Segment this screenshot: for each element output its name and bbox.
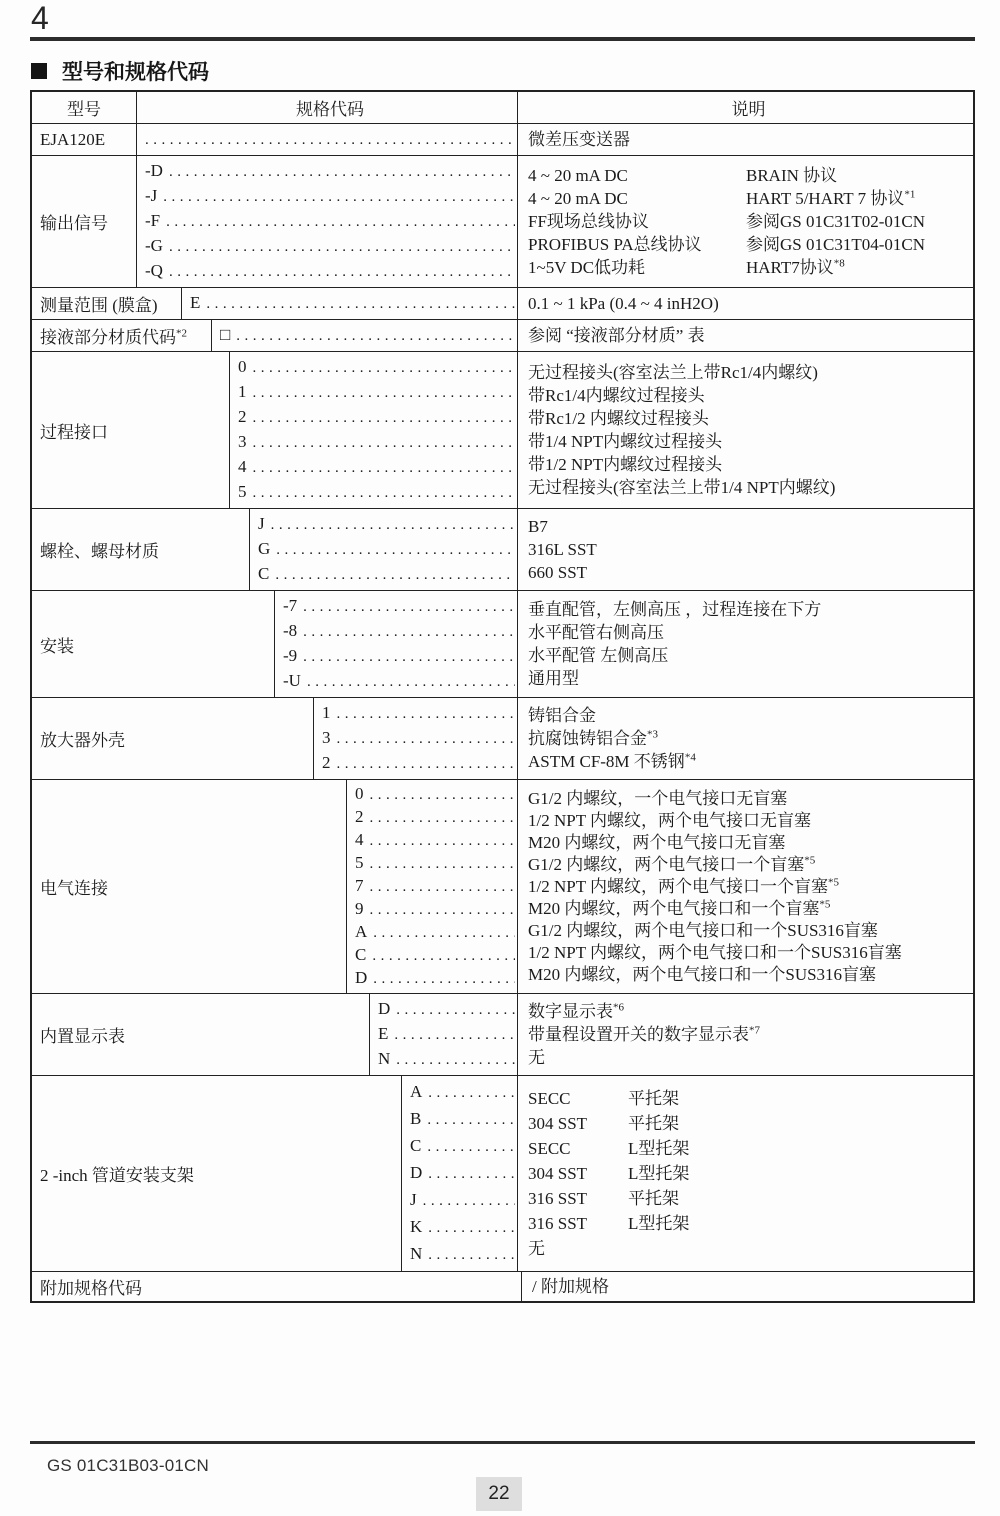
spec-code: B [410,1109,422,1128]
spec-row-integral-indicator [32,993,973,1075]
spec-code: -9 [283,646,298,665]
dot-leader [276,537,515,562]
spec-code: -8 [283,621,298,640]
spec-code: E [378,1024,389,1043]
spec-code: C [410,1136,422,1155]
footnote-mark: *7 [749,1024,760,1037]
dot-leader [337,751,516,776]
spec-desc: FF现场总线协议 参阅GS 01C31T02-01CN [528,212,925,231]
spec-row-model [32,123,973,155]
spec-code: 2 [355,807,364,826]
dot-leader [370,898,516,921]
section-bullet-square-icon [31,63,47,79]
dot-leader [253,455,516,480]
row-label: 过程接口 [32,352,230,508]
spec-code: D [378,999,391,1018]
spec-code: K [410,1217,423,1236]
dot-leader [169,159,515,184]
row-label: 螺栓、螺母材质 [32,509,250,590]
dot-leader [370,829,516,852]
footer-document-number: GS 01C31B03-01CN [47,1456,209,1475]
dot-leader [275,562,515,587]
footnote-mark: *1 [904,188,916,201]
spec-code: 0 [238,357,247,376]
spec-code: □ [220,325,231,344]
spec-code: 5 [238,482,247,501]
spec-desc: 4 ~ 20 mA DC BRAIN 协议 [528,166,838,185]
spec-desc: 1/2 NPT 内螺纹，两个电气接口一个盲塞$^{*5}$ [528,875,840,896]
spec-desc: 带1/2 NPT内螺纹过程接头 [528,455,723,474]
spec-code: J [258,514,265,533]
spec-code: A [410,1082,423,1101]
spec-code: A [355,922,368,941]
spec-desc: 参阅 “接液部分材质” 表 [528,326,705,345]
top-rule [30,37,975,41]
row-label: 输出信号 [32,156,137,287]
spec-desc: 带Rc1/2 内螺纹过程接头 [528,409,709,428]
spec-desc: 带量程设置开关的数字显示表$^{*7}$ [528,1024,760,1044]
spec-code: 1 [238,382,247,401]
dot-leader [166,209,515,234]
dot-leader [394,1022,515,1047]
dot-leader [370,875,516,898]
spec-row-measurement-span [32,287,973,319]
dot-leader [373,921,515,944]
spec-desc: 无 [528,1048,545,1067]
spec-desc: G1/2 内螺纹，一个电气接口无盲塞 [528,788,788,808]
header-model: 型号 [32,92,137,123]
spec-row-electrical-connection [32,779,973,993]
row-label: 附加规格代码 [32,1272,522,1301]
spec-desc: 1/2 NPT 内螺纹，两个电气接口和一个SUS316盲塞 [528,942,902,962]
spec-code: -G [145,236,163,255]
dot-leader [373,967,515,990]
spec-desc: G1/2 内螺纹，两个电气接口一个盲塞$^{*5}$ [528,853,816,874]
spec-code: -J [145,186,158,205]
row-label: 测量范围 (膜盒) [32,288,182,319]
spec-code: 0 [355,784,364,803]
dot-leader [307,669,515,694]
spec-code: 4 [238,457,247,476]
row-label: 放大器外壳 [32,698,314,779]
spec-desc: 数字显示表$^{*6}$ [528,1001,624,1021]
spec-code: 2 [238,407,247,426]
spec-desc: ASTM CF-8M 不锈钢$^{*4}$ [528,751,696,771]
section-title-text: 型号和规格代码 [62,60,209,84]
spec-code: G [258,539,271,558]
dot-leader [169,234,515,259]
header-description: 说明 [731,100,766,119]
dot-leader [396,997,515,1022]
footnote-mark: *6 [613,1001,624,1014]
spec-desc: / 附加规格 [532,1277,609,1296]
spec-row-output-signal [32,155,973,287]
spec-desc: 带Rc1/4内螺纹过程接头 [528,386,705,405]
footnote-mark: *2 [176,327,187,340]
spec-desc: 微差压变送器 [528,130,630,149]
spec-row-optional-codes [32,1271,973,1301]
spec-code: N [410,1244,423,1263]
spec-code: 2 [322,753,331,772]
spec-code: 5 [355,853,364,872]
spec-desc: 水平配管 左侧高压 [528,646,669,665]
dot-leader [337,726,516,751]
dot-leader [145,127,515,152]
footnote-mark: *8 [833,257,845,270]
spec-code: 3 [322,728,331,747]
spec-desc: 通用型 [528,669,579,688]
spec-desc: 304 SST L型托架 [528,1164,690,1183]
spec-desc: 抗腐蚀铸铝合金$^{*3}$ [528,728,658,748]
spec-desc: 无过程接头(容室法兰上带1/4 NPT内螺纹) [528,478,836,497]
footer-rule [30,1441,975,1444]
dot-leader [337,701,516,726]
spec-desc: G1/2 内螺纹，两个电气接口和一个SUS316盲塞 [528,920,878,940]
table-header-row [32,92,973,123]
row-label: 内置显示表 [32,994,370,1075]
dot-leader [370,783,516,806]
spec-desc: 1/2 NPT 内螺纹，两个电气接口无盲塞 [528,810,812,830]
spec-desc: 1~5V DC低功耗 HART7协议$^{*8}$ [528,257,845,277]
dot-leader [253,355,516,380]
spec-desc: 带1/4 NPT内螺纹过程接头 [528,432,723,451]
spec-desc: 316 SST 平托架 [528,1189,679,1208]
spec-code: 7 [355,876,364,895]
spec-code: N [378,1049,391,1068]
spec-code: -Q [145,261,163,280]
dot-leader [253,380,516,405]
spec-desc: 垂直配管，左侧高压 ，过程连接在下方 [528,600,822,619]
dot-leader [303,644,515,669]
spec-row-installation [32,590,973,697]
dot-leader [169,259,515,284]
dot-leader [271,512,515,537]
dot-leader [427,1106,515,1133]
dot-leader [428,1214,515,1241]
spec-code: 1 [322,703,331,722]
footnote-mark: *5 [804,853,816,866]
row-label: 2 -inch 管道安装支架 [32,1076,402,1271]
spec-code: D [355,968,368,987]
spec-row-wetted-parts [32,319,973,351]
spec-code: E [190,293,201,312]
spec-desc: 4 ~ 20 mA DC HART 5/HART 7 协议$^{*1}$ [528,188,916,208]
row-label: 安装 [32,591,275,697]
dot-leader [253,430,516,455]
spec-row-process-connections [32,351,973,508]
spec-desc: SECC L型托架 [528,1139,690,1158]
spec-desc: 无 [528,1239,545,1258]
dot-leader [163,184,515,209]
spec-code: -U [283,671,301,690]
row-label: 电气连接 [32,780,347,993]
dot-leader [427,1133,515,1160]
dot-leader [206,291,515,316]
dot-leader [303,594,515,619]
spec-code: C [258,564,270,583]
spec-row-amplifier-housing [32,697,973,779]
dot-leader [428,1160,515,1187]
dot-leader [253,405,516,430]
spec-code: -D [145,161,163,180]
dot-leader [303,619,515,644]
footnote-mark: *5 [828,875,840,888]
dot-leader [428,1079,515,1106]
spec-code: D [410,1163,423,1182]
spec-code: 4 [355,830,364,849]
row-label: 接液部分材质代码$^{*2}$ [32,320,212,351]
spec-desc: 水平配管右侧高压 [528,623,664,642]
row-label: EJA120E [32,124,137,155]
spec-desc: 无过程接头(容室法兰上带Rc1/4内螺纹) [528,363,818,382]
spec-desc: PROFIBUS PA总线协议 参阅GS 01C31T04-01CN [528,235,925,254]
spec-desc: M20 内螺纹，两个电气接口无盲塞 [528,832,786,852]
dot-leader [253,480,516,505]
section-title [31,56,209,86]
spec-row-mounting-bracket [32,1075,973,1271]
footnote-mark: *4 [684,751,696,764]
spec-desc: SECC 平托架 [528,1089,679,1108]
dot-leader [428,1241,515,1268]
spec-desc: 316 SST L型托架 [528,1214,690,1233]
spec-desc: B7 [528,517,548,536]
spec-code: -F [145,211,161,230]
dot-leader [236,323,515,348]
spec-code: C [355,945,367,964]
dot-leader [372,944,515,967]
footnote-mark: *3 [647,728,658,741]
dot-leader [423,1187,515,1214]
footnote-mark: *5 [819,897,831,910]
dot-leader [396,1047,515,1072]
spec-desc: 铸铝合金 [528,706,596,725]
spec-code: -7 [283,596,298,615]
spec-code: 3 [238,432,247,451]
spec-desc: 660 SST [528,563,588,582]
spec-code: J [410,1190,417,1209]
spec-desc: 304 SST 平托架 [528,1114,679,1133]
spec-desc: 316L SST [528,540,597,559]
spec-desc: M20 内螺纹，两个电气接口和一个SUS316盲塞 [528,964,877,984]
spec-desc: 0.1 ~ 1 kPa (0.4 ~ 4 inH2O) [528,294,719,313]
model-spec-code-table [30,90,975,1303]
header-spec-code: 规格代码 [137,92,518,123]
spec-desc: M20 内螺纹，两个电气接口和一个盲塞$^{*5}$ [528,897,831,918]
corner-page-number: 4 [31,0,49,36]
spec-code: 9 [355,899,364,918]
dot-leader [370,852,516,875]
footer-page-number: 22 [476,1477,522,1511]
dot-leader [370,806,516,829]
spec-row-bolts-nuts-material [32,508,973,590]
